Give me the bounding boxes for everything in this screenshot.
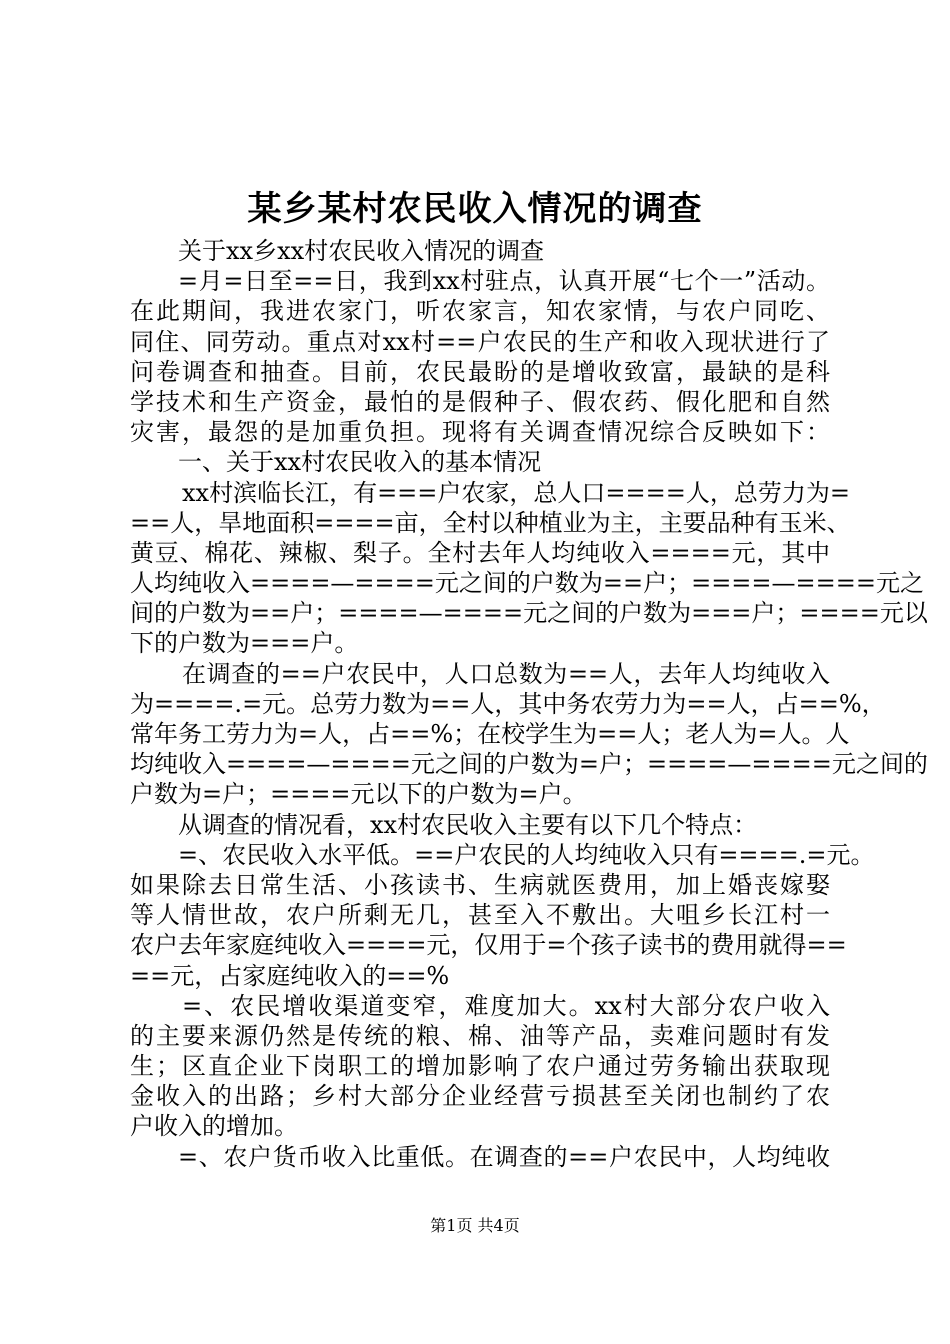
paragraph-line: 如果除去日常生活、小孩读书、生病就医费用，加上婚丧嫁娶	[130, 870, 830, 899]
paragraph-line: 农户去年家庭纯收入====元，仅用于=个孩子读书的费用就得==	[130, 931, 847, 960]
paragraph-line: 人均纯收入====—====元之间的户数为==户；====—====元之	[130, 569, 924, 598]
paragraph-line: 从调查的情况看，xx村农民收入主要有以下几个特点：	[178, 810, 758, 839]
page-footer: 第1页 共4页	[430, 1216, 520, 1235]
paragraph-line: 在此期间，我进农家门，听农家言，知农家情，与农户同吃、	[130, 297, 830, 326]
paragraph-line: 户收入的增加。	[130, 1112, 298, 1141]
paragraph-line: =、农户货币收入比重低。在调查的==户农民中，人均纯收	[178, 1142, 830, 1171]
paragraph-line: 同住、同劳动。重点对xx村==户农民的生产和收入现状进行了	[130, 327, 830, 356]
paragraph-line: 下的户数为===户。	[130, 629, 359, 658]
paragraph-line: 生；区直企业下岗职工的增加影响了农户通过劳务输出获取现	[130, 1052, 830, 1081]
paragraph-line: 户数为=户；====元以下的户数为=户。	[130, 780, 587, 809]
paragraph-line: 为====.=元。总劳力数为==人，其中务农劳力为==人，占==%，	[130, 689, 886, 718]
section-heading: 一、关于xx村农民收入的基本情况	[178, 448, 542, 477]
paragraph-line: 学技术和生产资金，最怕的是假种子、假农药、假化肥和自然	[130, 387, 830, 416]
paragraph-line: 等人情世故，农户所剩无几，甚至入不敷出。大咀乡长江村一	[130, 901, 830, 930]
paragraph-line: 间的户数为==户；====—====元之间的户数为===户；====元以	[130, 599, 928, 628]
paragraph-line: =、农民增收渠道变窄，难度加大。xx村大部分农户收入	[182, 991, 830, 1020]
paragraph-line: ==人，旱地面积====亩，全村以种植业为主，主要品种有玉米、	[130, 508, 851, 537]
paragraph-line: 黄豆、棉花、辣椒、梨子。全村去年人均纯收入====元，其中	[130, 538, 830, 567]
paragraph-line: 金收入的出路；乡村大部分企业经营亏损甚至关闭也制约了农	[130, 1082, 830, 1111]
paragraph-line: 灾害，最怨的是加重负担。现将有关调查情况综合反映如下：	[130, 418, 830, 447]
paragraph-line: 问卷调查和抽查。目前，农民最盼的是增收致富，最缺的是科	[130, 357, 830, 386]
paragraph-line: xx村滨临长江，有===户农家，总人口====人，总劳力为=	[182, 478, 850, 507]
paragraph-line: 关于xx乡xx村农民收入情况的调查	[178, 237, 545, 265]
paragraph-line: 在调查的==户农民中，人口总数为==人，去年人均纯收入	[182, 659, 830, 688]
paragraph-line: 均纯收入====—====元之间的户数为=户；====—====元之间的	[130, 750, 928, 779]
paragraph-line: 常年务工劳力为=人，占==%；在校学生为==人；老人为=人。人	[130, 720, 850, 748]
paragraph-line: =、农民收入水平低。==户农民的人均纯收入只有====.=元。	[178, 840, 875, 869]
document-body	[130, 236, 928, 1172]
paragraph-line: 的主要来源仍然是传统的粮、棉、油等产品，卖难问题时有发	[130, 1021, 830, 1050]
document-title: 某乡某村农民收入情况的调查	[247, 189, 703, 229]
paragraph-line: ==元，占家庭纯收入的==%	[130, 961, 450, 990]
paragraph-line: =月=日至==日，我到xx村驻点，认真开展“七个一”活动。	[178, 267, 830, 296]
